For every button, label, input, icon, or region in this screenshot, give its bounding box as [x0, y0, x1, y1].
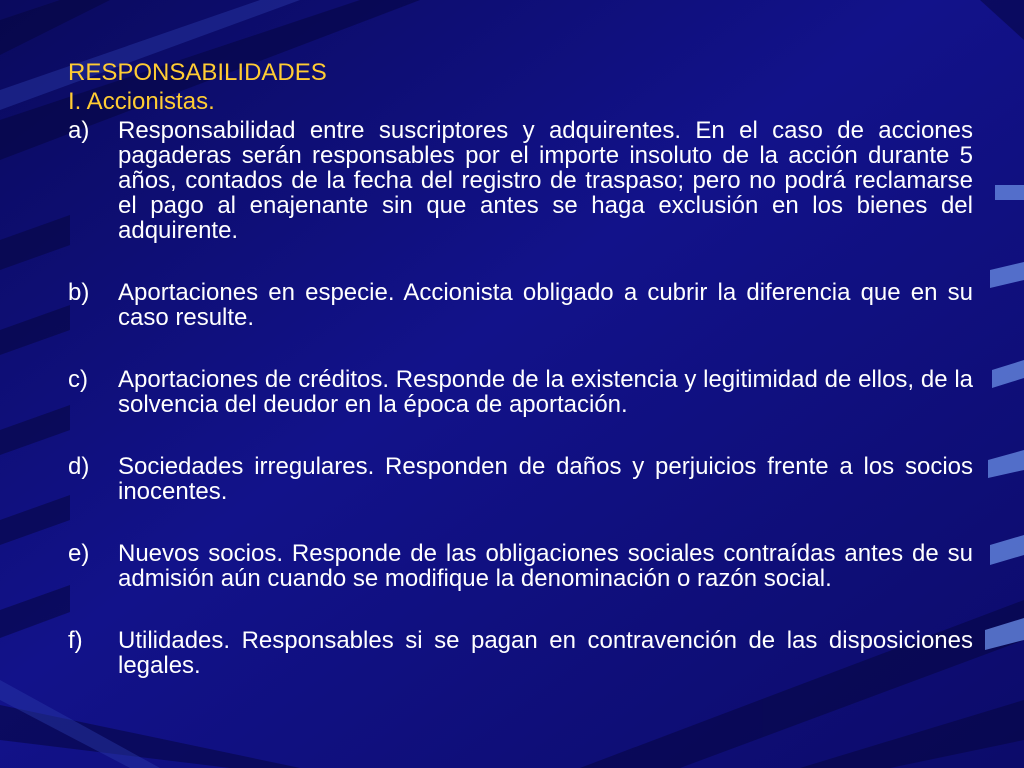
list-item — [68, 628, 973, 678]
list-item-text: Nuevos socios. Responde de las obligaciones sociales contraídas antes de su admisión aún cuando se modifique la denominación o razón social. — [118, 540, 973, 592]
list-item — [68, 280, 973, 330]
slide-title: RESPONSABILIDADES — [68, 59, 327, 86]
slide-subtitle: I. Accionistas. — [68, 88, 215, 115]
list-item — [68, 118, 973, 243]
list-item-text: Aportaciones de créditos. Responde de la existencia y legitimidad de ellos, de la solvencia del deudor en la época de aportación. — [118, 366, 973, 418]
list-item-marker: b) — [68, 279, 90, 306]
responsibility-list — [68, 118, 973, 678]
list-item — [68, 454, 973, 504]
list-item-text: Aportaciones en especie. Accionista obligado a cubrir la diferencia que en su caso resulte. — [118, 279, 973, 331]
list-item-marker: c) — [68, 366, 88, 393]
list-item-marker: a) — [68, 117, 90, 144]
list-item-text: Responsabilidad entre suscriptores y adquirentes. En el caso de acciones pagaderas serán responsables por el importe insoluto de la acción durante 5 años, contados de la fecha del registro de traspaso; pero no podrá reclamarse el pago al enajenante sin que antes se haga exclusión en los bienes del adquirente. — [118, 117, 973, 244]
list-item-text: Sociedades irregulares. Responden de daños y perjuicios frente a los socios inocentes. — [118, 453, 973, 505]
slide-content — [68, 58, 973, 678]
list-item-marker: e) — [68, 540, 90, 567]
list-item-marker: f) — [68, 627, 83, 654]
list-item-marker: d) — [68, 453, 90, 480]
list-item — [68, 541, 973, 591]
list-item — [68, 367, 973, 417]
list-item-text: Utilidades. Responsables si se pagan en contravención de las disposiciones legales. — [118, 627, 973, 679]
